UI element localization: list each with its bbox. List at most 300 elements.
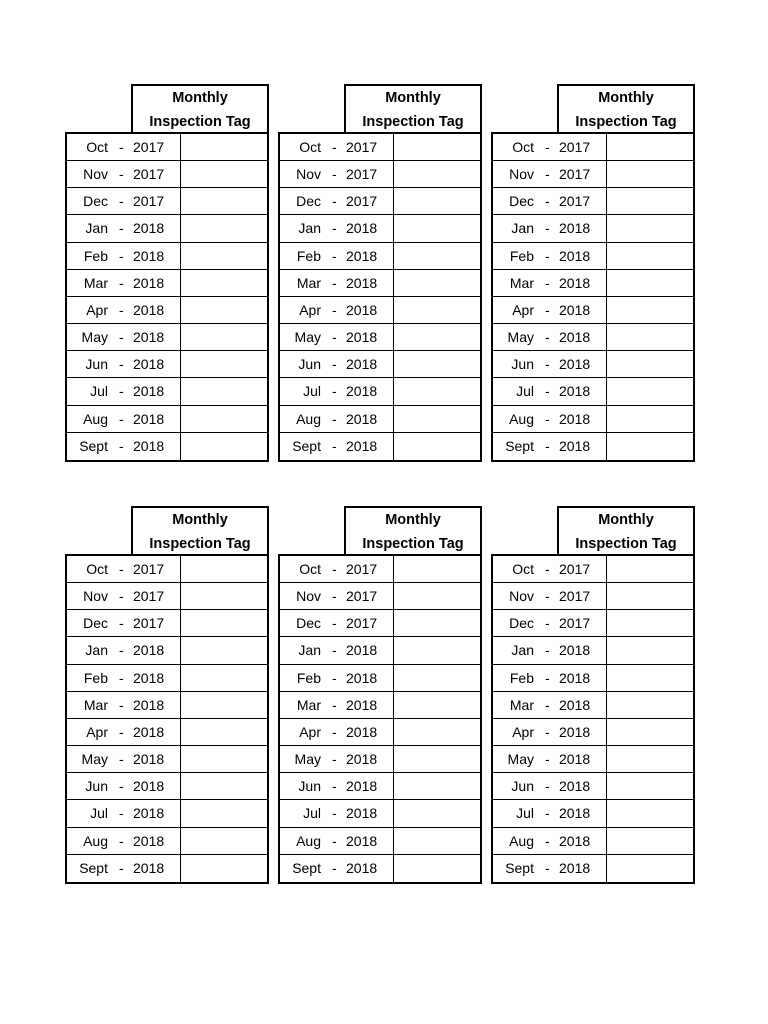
month-label: Oct bbox=[86, 561, 108, 577]
month-label: May bbox=[294, 329, 321, 346]
date-separator: - bbox=[545, 274, 550, 291]
table-row bbox=[67, 297, 267, 324]
inspection-initials-cell[interactable] bbox=[180, 800, 267, 826]
date-separator: - bbox=[119, 410, 124, 427]
tag-table bbox=[65, 554, 269, 884]
year-label: 2018 bbox=[133, 247, 165, 264]
year-label: 2018 bbox=[346, 247, 378, 264]
year-label: 2018 bbox=[346, 778, 378, 795]
inspection-initials-cell[interactable] bbox=[393, 351, 480, 377]
month-label: Nov bbox=[509, 166, 534, 183]
table-row bbox=[67, 243, 267, 270]
year-label: 2018 bbox=[346, 723, 378, 740]
year-label: 2017 bbox=[133, 561, 165, 577]
month-label: Sept bbox=[79, 437, 108, 454]
tag-header-line1: Monthly bbox=[172, 90, 228, 106]
date-separator: - bbox=[119, 437, 124, 454]
year-label: 2018 bbox=[133, 642, 165, 659]
inspection-initials-cell[interactable] bbox=[393, 800, 480, 826]
inspection-tag bbox=[65, 506, 269, 884]
year-label: 2018 bbox=[133, 301, 165, 318]
tag-header-line1: Monthly bbox=[385, 90, 441, 106]
month-label: Jan bbox=[511, 642, 534, 659]
table-row bbox=[280, 215, 480, 242]
date-separator: - bbox=[119, 329, 124, 346]
table-row bbox=[67, 746, 267, 773]
inspection-initials-cell[interactable] bbox=[393, 665, 480, 691]
month-label: Nov bbox=[296, 166, 321, 183]
inspection-initials-cell[interactable] bbox=[180, 746, 267, 772]
inspection-initials-cell[interactable] bbox=[180, 855, 267, 882]
month-label: Oct bbox=[299, 561, 321, 577]
table-row bbox=[280, 243, 480, 270]
month-label: Feb bbox=[83, 669, 108, 686]
month-label: Jul bbox=[303, 805, 321, 822]
inspection-initials-cell[interactable] bbox=[393, 243, 480, 269]
inspection-initials-cell[interactable] bbox=[606, 378, 693, 404]
month-label: Jul bbox=[90, 805, 108, 822]
month-label: Oct bbox=[512, 561, 534, 577]
inspection-initials-cell[interactable] bbox=[606, 433, 693, 460]
year-label: 2018 bbox=[559, 301, 591, 318]
inspection-initials-cell[interactable] bbox=[393, 583, 480, 609]
month-label: Mar bbox=[296, 274, 321, 291]
table-row bbox=[67, 270, 267, 297]
inspection-initials-cell[interactable] bbox=[180, 188, 267, 214]
year-label: 2018 bbox=[346, 859, 378, 876]
year-label: 2017 bbox=[133, 615, 165, 632]
inspection-initials-cell[interactable] bbox=[180, 692, 267, 718]
inspection-initials-cell[interactable] bbox=[180, 406, 267, 432]
tag-table bbox=[278, 554, 482, 884]
table-row bbox=[280, 583, 480, 610]
table-row bbox=[493, 188, 693, 215]
inspection-initials-cell[interactable] bbox=[180, 583, 267, 609]
month-label: Jun bbox=[298, 356, 321, 373]
year-label: 2018 bbox=[346, 220, 378, 237]
year-label: 2018 bbox=[559, 642, 591, 659]
date-separator: - bbox=[119, 751, 124, 768]
date-separator: - bbox=[545, 166, 550, 183]
year-label: 2018 bbox=[133, 805, 165, 822]
date-separator: - bbox=[545, 383, 550, 400]
date-separator: - bbox=[332, 778, 337, 795]
date-separator: - bbox=[332, 723, 337, 740]
table-row bbox=[493, 800, 693, 827]
inspection-initials-cell[interactable] bbox=[606, 610, 693, 636]
table-row bbox=[493, 270, 693, 297]
tag-header bbox=[131, 506, 269, 556]
table-row bbox=[493, 855, 693, 882]
month-label: Jun bbox=[511, 778, 534, 795]
inspection-tag bbox=[278, 506, 482, 884]
date-separator: - bbox=[119, 832, 124, 849]
inspection-initials-cell[interactable] bbox=[393, 556, 480, 582]
inspection-initials-cell[interactable] bbox=[180, 215, 267, 241]
month-label: Nov bbox=[296, 588, 321, 605]
inspection-initials-cell[interactable] bbox=[180, 637, 267, 663]
year-label: 2018 bbox=[559, 437, 591, 454]
year-label: 2017 bbox=[346, 193, 378, 210]
inspection-initials-cell[interactable] bbox=[393, 215, 480, 241]
inspection-initials-cell[interactable] bbox=[180, 433, 267, 460]
inspection-initials-cell[interactable] bbox=[606, 188, 693, 214]
inspection-initials-cell[interactable] bbox=[606, 773, 693, 799]
month-label: Dec bbox=[509, 193, 534, 210]
date-separator: - bbox=[332, 247, 337, 264]
tag-header-line2: Inspection Tag bbox=[362, 114, 464, 130]
month-label: Jul bbox=[90, 383, 108, 400]
inspection-initials-cell[interactable] bbox=[393, 324, 480, 350]
date-separator: - bbox=[545, 247, 550, 264]
month-label: Oct bbox=[512, 139, 534, 155]
year-label: 2018 bbox=[346, 410, 378, 427]
date-separator: - bbox=[545, 778, 550, 795]
inspection-initials-cell[interactable] bbox=[393, 433, 480, 460]
month-label: May bbox=[81, 751, 108, 768]
year-label: 2018 bbox=[559, 832, 591, 849]
inspection-initials-cell[interactable] bbox=[180, 243, 267, 269]
date-separator: - bbox=[119, 247, 124, 264]
year-label: 2018 bbox=[346, 751, 378, 768]
tag-header-line1: Monthly bbox=[598, 90, 654, 106]
inspection-initials-cell[interactable] bbox=[393, 773, 480, 799]
table-row bbox=[493, 378, 693, 405]
month-label: May bbox=[294, 751, 321, 768]
month-label: Apr bbox=[299, 301, 321, 318]
date-separator: - bbox=[545, 220, 550, 237]
table-row bbox=[280, 324, 480, 351]
inspection-initials-cell[interactable] bbox=[606, 692, 693, 718]
inspection-initials-cell[interactable] bbox=[180, 828, 267, 854]
year-label: 2018 bbox=[346, 329, 378, 346]
date-separator: - bbox=[332, 805, 337, 822]
date-separator: - bbox=[332, 859, 337, 876]
table-row bbox=[280, 719, 480, 746]
year-label: 2018 bbox=[346, 642, 378, 659]
year-label: 2018 bbox=[346, 301, 378, 318]
inspection-initials-cell[interactable] bbox=[606, 800, 693, 826]
year-label: 2017 bbox=[346, 139, 378, 155]
date-separator: - bbox=[545, 356, 550, 373]
inspection-initials-cell[interactable] bbox=[393, 746, 480, 772]
inspection-initials-cell[interactable] bbox=[606, 637, 693, 663]
table-row bbox=[67, 665, 267, 692]
year-label: 2018 bbox=[133, 859, 165, 876]
table-row bbox=[280, 637, 480, 664]
inspection-initials-cell[interactable] bbox=[180, 610, 267, 636]
date-separator: - bbox=[119, 301, 124, 318]
date-separator: - bbox=[332, 832, 337, 849]
month-label: Feb bbox=[509, 669, 534, 686]
month-label: May bbox=[507, 329, 534, 346]
year-label: 2017 bbox=[133, 166, 165, 183]
year-label: 2018 bbox=[559, 383, 591, 400]
year-label: 2018 bbox=[559, 329, 591, 346]
year-label: 2017 bbox=[133, 193, 165, 210]
date-separator: - bbox=[545, 615, 550, 632]
table-row bbox=[67, 610, 267, 637]
year-label: 2018 bbox=[559, 247, 591, 264]
table-row bbox=[493, 692, 693, 719]
inspection-initials-cell[interactable] bbox=[180, 134, 267, 160]
date-separator: - bbox=[545, 437, 550, 454]
date-separator: - bbox=[332, 383, 337, 400]
tag-header bbox=[557, 506, 695, 556]
year-label: 2018 bbox=[346, 383, 378, 400]
year-label: 2017 bbox=[559, 139, 591, 155]
date-separator: - bbox=[332, 561, 337, 577]
inspection-initials-cell[interactable] bbox=[606, 719, 693, 745]
month-label: Sept bbox=[505, 437, 534, 454]
month-label: Jan bbox=[298, 220, 321, 237]
inspection-initials-cell[interactable] bbox=[606, 161, 693, 187]
month-label: Mar bbox=[83, 274, 108, 291]
inspection-initials-cell[interactable] bbox=[606, 828, 693, 854]
date-separator: - bbox=[119, 139, 124, 155]
table-row bbox=[280, 270, 480, 297]
inspection-initials-cell[interactable] bbox=[393, 134, 480, 160]
inspection-initials-cell[interactable] bbox=[393, 637, 480, 663]
inspection-initials-cell[interactable] bbox=[393, 188, 480, 214]
year-label: 2018 bbox=[346, 805, 378, 822]
year-label: 2017 bbox=[133, 139, 165, 155]
date-separator: - bbox=[119, 588, 124, 605]
inspection-initials-cell[interactable] bbox=[606, 583, 693, 609]
month-label: Aug bbox=[509, 832, 534, 849]
tag-header-line1: Monthly bbox=[598, 512, 654, 528]
month-label: Mar bbox=[83, 696, 108, 713]
date-separator: - bbox=[545, 329, 550, 346]
tag-header-line2: Inspection Tag bbox=[149, 536, 251, 552]
inspection-initials-cell[interactable] bbox=[180, 773, 267, 799]
year-label: 2017 bbox=[559, 615, 591, 632]
month-label: Nov bbox=[83, 588, 108, 605]
year-label: 2018 bbox=[559, 410, 591, 427]
year-label: 2018 bbox=[346, 669, 378, 686]
month-label: May bbox=[81, 329, 108, 346]
inspection-initials-cell[interactable] bbox=[393, 692, 480, 718]
year-label: 2018 bbox=[559, 696, 591, 713]
date-separator: - bbox=[119, 669, 124, 686]
date-separator: - bbox=[332, 642, 337, 659]
year-label: 2017 bbox=[559, 588, 591, 605]
year-label: 2017 bbox=[346, 166, 378, 183]
month-label: Apr bbox=[86, 301, 108, 318]
inspection-initials-cell[interactable] bbox=[606, 855, 693, 882]
table-row bbox=[493, 637, 693, 664]
month-label: Mar bbox=[509, 696, 534, 713]
month-label: Feb bbox=[296, 669, 321, 686]
table-row bbox=[280, 433, 480, 460]
table-row bbox=[280, 800, 480, 827]
table-row bbox=[493, 161, 693, 188]
inspection-tag bbox=[65, 84, 269, 462]
table-row bbox=[67, 378, 267, 405]
inspection-initials-cell[interactable] bbox=[606, 351, 693, 377]
year-label: 2018 bbox=[133, 778, 165, 795]
inspection-initials-cell[interactable] bbox=[180, 297, 267, 323]
date-separator: - bbox=[332, 696, 337, 713]
date-separator: - bbox=[332, 356, 337, 373]
table-row bbox=[280, 692, 480, 719]
inspection-initials-cell[interactable] bbox=[180, 161, 267, 187]
month-label: Dec bbox=[296, 615, 321, 632]
year-label: 2018 bbox=[133, 696, 165, 713]
table-row bbox=[67, 692, 267, 719]
inspection-initials-cell[interactable] bbox=[393, 719, 480, 745]
date-separator: - bbox=[119, 561, 124, 577]
year-label: 2018 bbox=[133, 329, 165, 346]
month-label: Jun bbox=[298, 778, 321, 795]
table-row bbox=[493, 215, 693, 242]
inspection-initials-cell[interactable] bbox=[393, 297, 480, 323]
month-label: Oct bbox=[299, 139, 321, 155]
table-row bbox=[493, 828, 693, 855]
year-label: 2018 bbox=[346, 832, 378, 849]
date-separator: - bbox=[119, 805, 124, 822]
table-row bbox=[67, 134, 267, 161]
month-label: Jul bbox=[516, 805, 534, 822]
year-label: 2018 bbox=[559, 356, 591, 373]
month-label: Jan bbox=[511, 220, 534, 237]
date-separator: - bbox=[119, 383, 124, 400]
inspection-initials-cell[interactable] bbox=[606, 243, 693, 269]
year-label: 2018 bbox=[346, 696, 378, 713]
date-separator: - bbox=[332, 588, 337, 605]
year-label: 2017 bbox=[346, 588, 378, 605]
month-label: Sept bbox=[292, 437, 321, 454]
inspection-initials-cell[interactable] bbox=[180, 665, 267, 691]
table-row bbox=[280, 297, 480, 324]
tag-header bbox=[557, 84, 695, 134]
table-row bbox=[493, 556, 693, 583]
date-separator: - bbox=[545, 805, 550, 822]
year-label: 2017 bbox=[559, 166, 591, 183]
table-row bbox=[280, 556, 480, 583]
year-label: 2017 bbox=[346, 561, 378, 577]
inspection-initials-cell[interactable] bbox=[180, 351, 267, 377]
inspection-tag bbox=[491, 84, 695, 462]
table-row bbox=[67, 433, 267, 460]
year-label: 2017 bbox=[559, 561, 591, 577]
month-label: Dec bbox=[509, 615, 534, 632]
date-separator: - bbox=[119, 859, 124, 876]
table-row bbox=[67, 188, 267, 215]
year-label: 2018 bbox=[559, 859, 591, 876]
month-label: Jan bbox=[85, 642, 108, 659]
date-separator: - bbox=[545, 669, 550, 686]
tag-header bbox=[131, 84, 269, 134]
tag-table bbox=[491, 132, 695, 462]
tag-header-line2: Inspection Tag bbox=[149, 114, 251, 130]
inspection-initials-cell[interactable] bbox=[606, 134, 693, 160]
table-row bbox=[67, 583, 267, 610]
month-label: Apr bbox=[512, 723, 534, 740]
inspection-initials-cell[interactable] bbox=[606, 215, 693, 241]
inspection-initials-cell[interactable] bbox=[606, 746, 693, 772]
year-label: 2018 bbox=[133, 723, 165, 740]
tag-table bbox=[65, 132, 269, 462]
date-separator: - bbox=[545, 193, 550, 210]
table-row bbox=[67, 828, 267, 855]
inspection-initials-cell[interactable] bbox=[180, 324, 267, 350]
date-separator: - bbox=[332, 437, 337, 454]
date-separator: - bbox=[545, 696, 550, 713]
month-label: Aug bbox=[296, 832, 321, 849]
year-label: 2017 bbox=[133, 588, 165, 605]
inspection-initials-cell[interactable] bbox=[393, 828, 480, 854]
year-label: 2018 bbox=[133, 274, 165, 291]
month-label: Feb bbox=[296, 247, 321, 264]
table-row bbox=[493, 351, 693, 378]
month-label: Jul bbox=[303, 383, 321, 400]
month-label: Aug bbox=[296, 410, 321, 427]
month-label: Aug bbox=[83, 832, 108, 849]
table-row bbox=[280, 406, 480, 433]
month-label: Aug bbox=[83, 410, 108, 427]
inspection-initials-cell[interactable] bbox=[606, 665, 693, 691]
date-separator: - bbox=[119, 642, 124, 659]
date-separator: - bbox=[545, 588, 550, 605]
month-label: Aug bbox=[509, 410, 534, 427]
date-separator: - bbox=[119, 274, 124, 291]
table-row bbox=[493, 583, 693, 610]
month-label: Feb bbox=[83, 247, 108, 264]
date-separator: - bbox=[332, 410, 337, 427]
table-row bbox=[67, 351, 267, 378]
year-label: 2018 bbox=[133, 220, 165, 237]
inspection-initials-cell[interactable] bbox=[180, 719, 267, 745]
inspection-initials-cell[interactable] bbox=[180, 270, 267, 296]
year-label: 2018 bbox=[559, 669, 591, 686]
inspection-initials-cell[interactable] bbox=[393, 610, 480, 636]
year-label: 2018 bbox=[559, 805, 591, 822]
inspection-initials-cell[interactable] bbox=[393, 855, 480, 882]
month-label: Sept bbox=[292, 859, 321, 876]
year-label: 2018 bbox=[559, 778, 591, 795]
inspection-initials-cell[interactable] bbox=[180, 556, 267, 582]
month-label: Jan bbox=[298, 642, 321, 659]
inspection-initials-cell[interactable] bbox=[606, 406, 693, 432]
tag-header-line2: Inspection Tag bbox=[575, 536, 677, 552]
inspection-initials-cell[interactable] bbox=[606, 324, 693, 350]
year-label: 2018 bbox=[133, 410, 165, 427]
tag-header bbox=[344, 506, 482, 556]
inspection-initials-cell[interactable] bbox=[180, 378, 267, 404]
date-separator: - bbox=[119, 778, 124, 795]
inspection-initials-cell[interactable] bbox=[393, 270, 480, 296]
date-separator: - bbox=[545, 723, 550, 740]
inspection-initials-cell[interactable] bbox=[606, 556, 693, 582]
month-label: Jul bbox=[516, 383, 534, 400]
inspection-initials-cell[interactable] bbox=[393, 161, 480, 187]
year-label: 2018 bbox=[133, 356, 165, 373]
tag-header-line1: Monthly bbox=[385, 512, 441, 528]
inspection-tag bbox=[491, 506, 695, 884]
inspection-initials-cell[interactable] bbox=[606, 297, 693, 323]
date-separator: - bbox=[332, 220, 337, 237]
table-row bbox=[493, 433, 693, 460]
table-row bbox=[67, 161, 267, 188]
year-label: 2017 bbox=[559, 193, 591, 210]
inspection-initials-cell[interactable] bbox=[393, 406, 480, 432]
inspection-initials-cell[interactable] bbox=[606, 270, 693, 296]
year-label: 2018 bbox=[133, 437, 165, 454]
year-label: 2018 bbox=[559, 751, 591, 768]
inspection-initials-cell[interactable] bbox=[393, 378, 480, 404]
month-label: Nov bbox=[83, 166, 108, 183]
